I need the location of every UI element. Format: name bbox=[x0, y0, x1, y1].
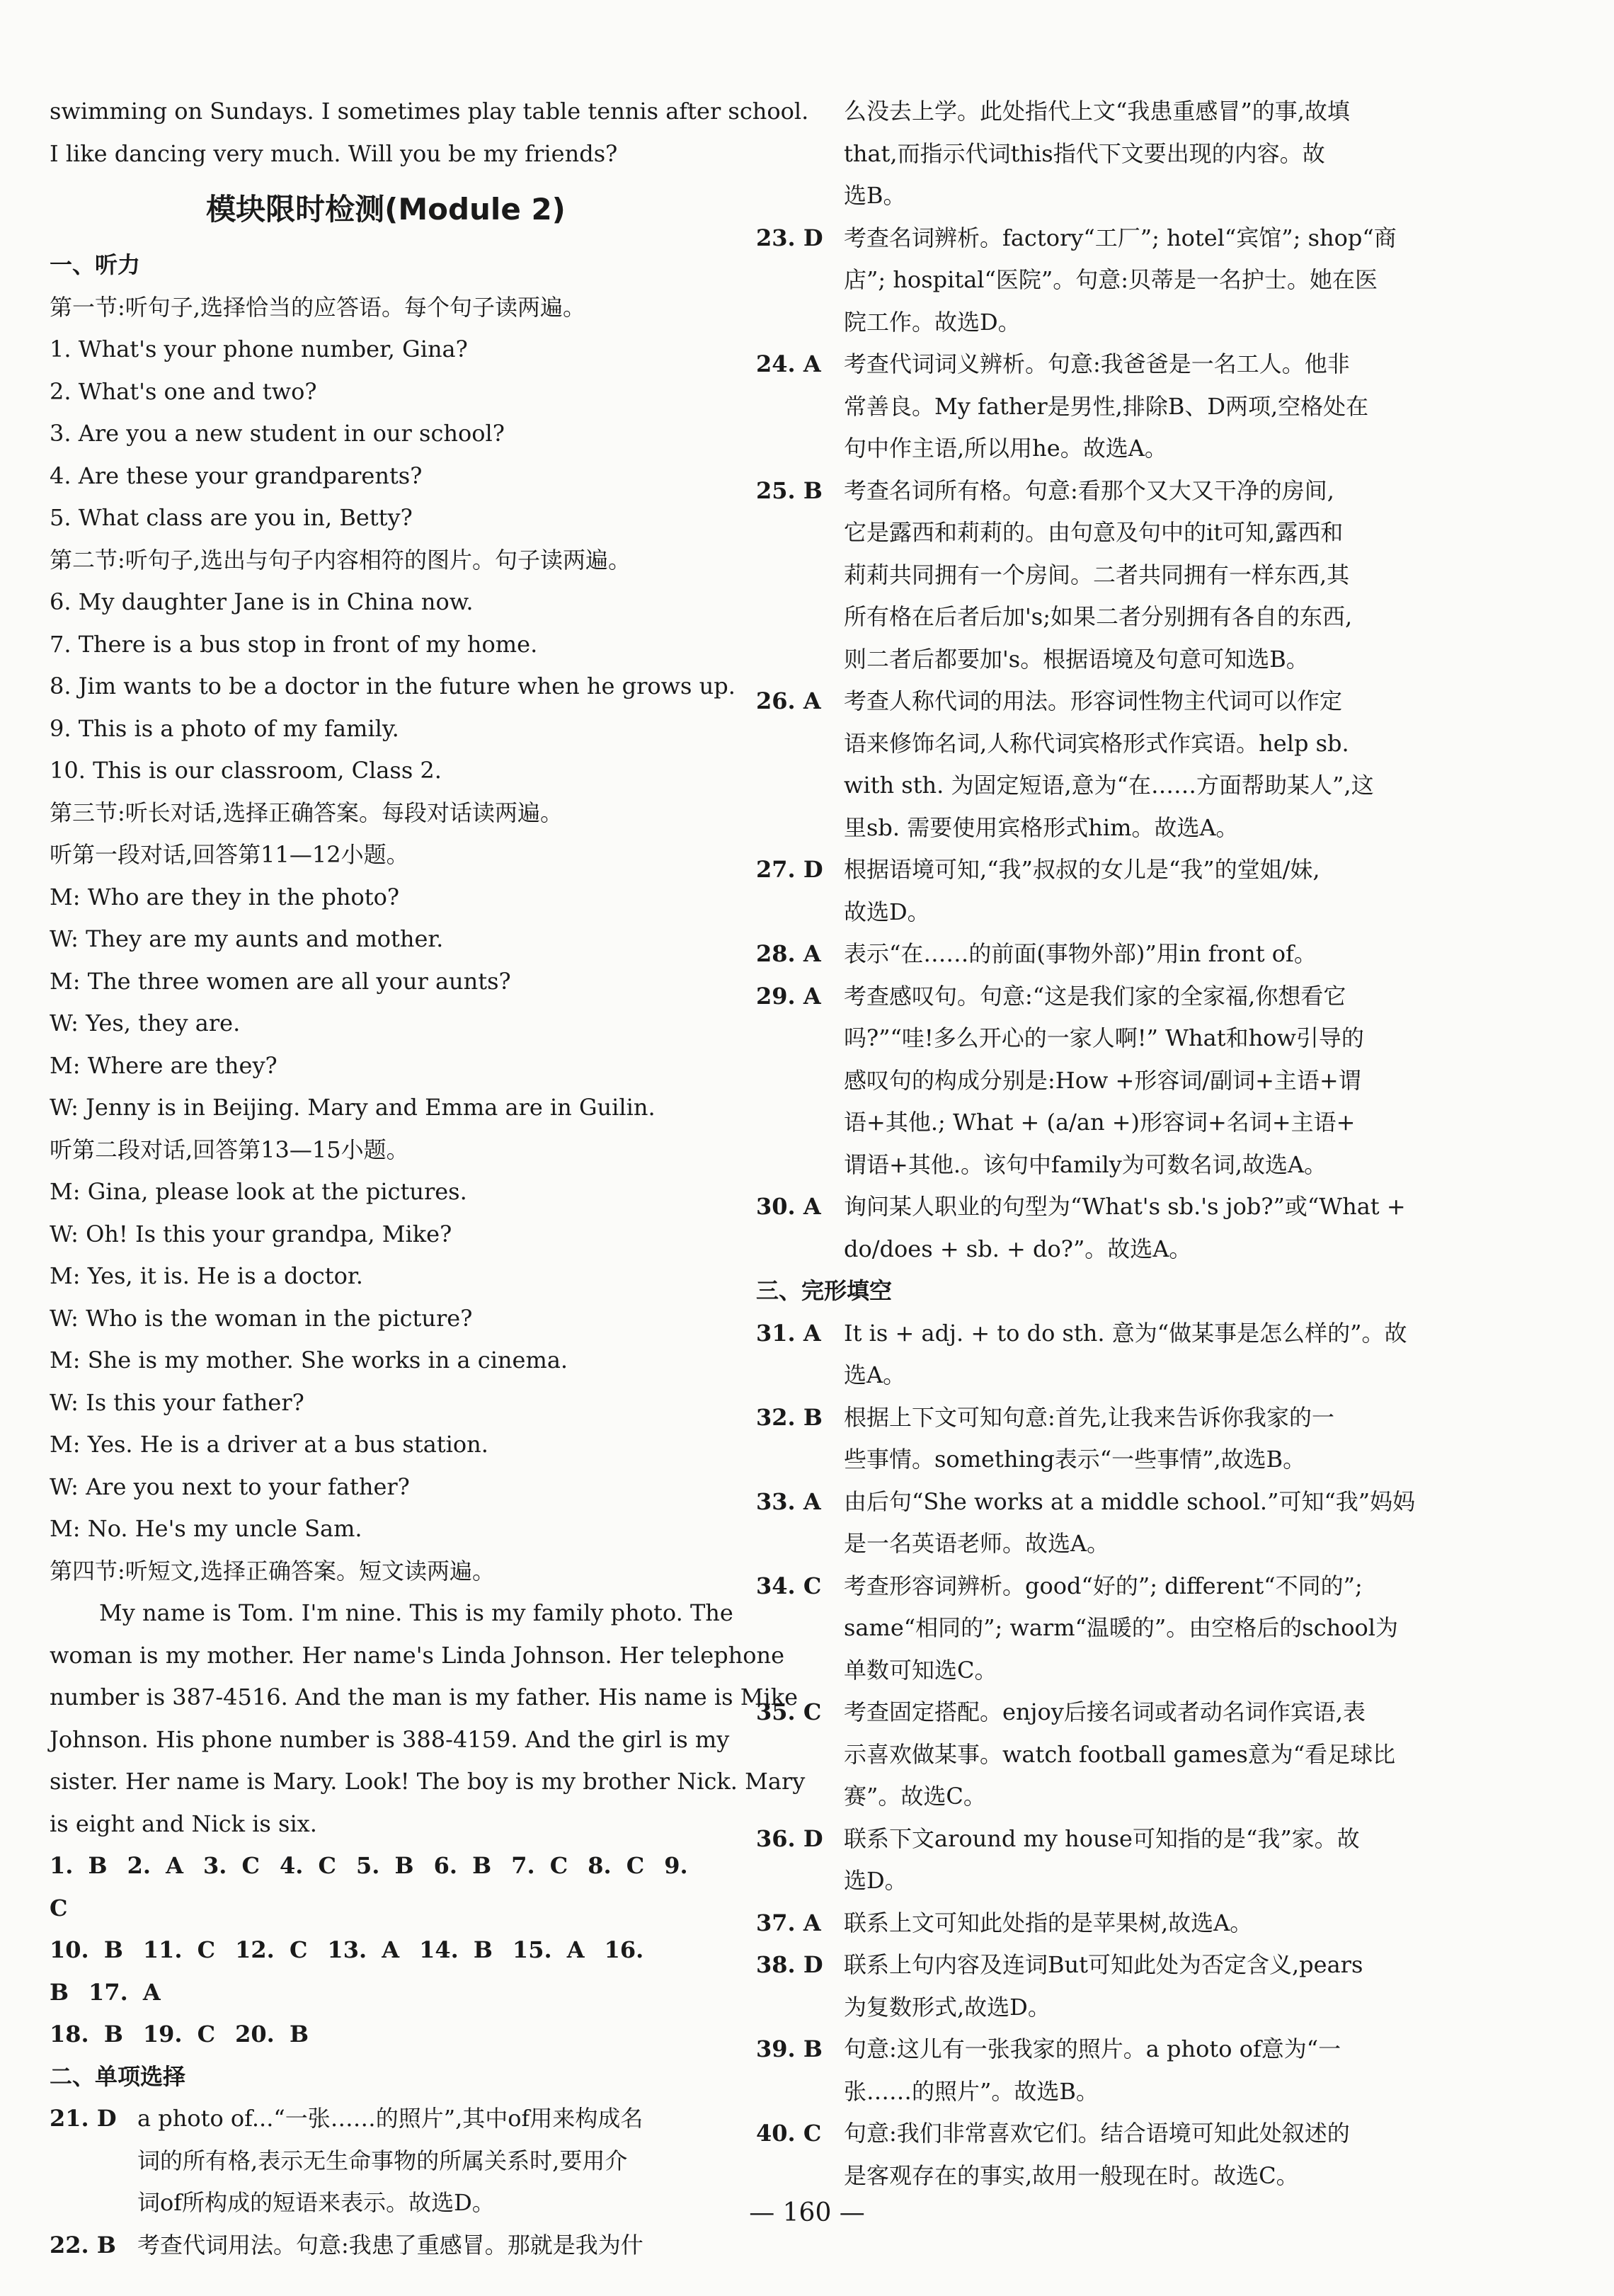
script-line: 5. What class are you in, Betty? bbox=[50, 504, 413, 531]
explanation-item bbox=[756, 1397, 1430, 1481]
item-line: 则二者后都要加's。根据语境及句意可知选B。 bbox=[844, 645, 1309, 673]
listening-script bbox=[50, 287, 736, 1593]
script-line: 2. What's one and two? bbox=[50, 377, 317, 405]
item-line: 是客观存在的事实,故用一般现在时。故选C。 bbox=[844, 2161, 1299, 2189]
script-line: W: They are my aunts and mother. bbox=[50, 925, 444, 952]
item-line: 它是露西和莉莉的。由句意及句中的it可知,露西和 bbox=[844, 519, 1344, 546]
passage-line: number is 387-4516. And the man is my father. His name is Mike bbox=[50, 1684, 799, 1710]
item-number: 28. A bbox=[756, 940, 821, 967]
item-line: 考查名词辨析。factory“工厂”; hotel“宾馆”; shop“商 bbox=[844, 224, 1397, 251]
item-line: 吗?”“哇!多么开心的一家人啊!” What和how引导的 bbox=[844, 1024, 1364, 1051]
item-number: 25. B bbox=[756, 476, 823, 504]
explanation-list bbox=[756, 217, 1430, 1271]
script-line: 9. This is a photo of my family. bbox=[50, 714, 399, 742]
answer-key: 12. C bbox=[235, 1936, 308, 1963]
explanation-item bbox=[756, 217, 1430, 344]
item-number: 34. C bbox=[756, 1572, 822, 1599]
script-line: M: She is my mother. She works in a cinema. bbox=[50, 1347, 568, 1373]
script-line: 10. This is our classroom, Class 2. bbox=[50, 757, 442, 784]
script-line: 第四节:听短文,选择正确答案。短文读两遍。 bbox=[50, 1557, 495, 1584]
page-title: 模块限时检测(Module 2) bbox=[206, 192, 566, 227]
item-line: 词的所有格,表示无生命事物的所属关系时,要用介 bbox=[137, 2147, 628, 2174]
explanation-list bbox=[756, 1313, 1430, 2198]
answer-key: 8. C bbox=[588, 1852, 645, 1879]
answer-key: 11. C bbox=[142, 1936, 216, 1963]
answer-row bbox=[50, 1845, 722, 1929]
script-line: M: The three women are all your aunts? bbox=[50, 967, 511, 995]
item-line: 根据语境可知,“我”叔叔的女儿是“我”的堂姐/妹, bbox=[844, 856, 1320, 883]
script-line: W: Is this your father? bbox=[50, 1388, 304, 1416]
script-line: M: Yes. He is a driver at a bus station. bbox=[50, 1431, 488, 1458]
answer-key: 14. B bbox=[419, 1936, 493, 1963]
item-line: 由后句“She works at a middle school.”可知“我”妈妈 bbox=[844, 1487, 1416, 1515]
item-line: 根据上下文可知句意:首先,让我来告诉你我家的一 bbox=[844, 1403, 1334, 1431]
answer-key: 16. B bbox=[50, 1936, 644, 2006]
section-heading-listening: 一、听力 bbox=[50, 251, 141, 278]
item-text bbox=[844, 1818, 1430, 1902]
item-text bbox=[844, 2113, 1430, 2197]
script-line: 第二节:听句子,选出与句子内容相符的图片。句子读两遍。 bbox=[50, 546, 631, 573]
item-line: 句中作主语,所以用he。故选A。 bbox=[844, 435, 1167, 462]
item-line: 考查代词用法。句意:我患了重感冒。那就是我为什 bbox=[137, 2231, 643, 2258]
item-line: 句意:这儿有一张我家的照片。a photo of意为“一 bbox=[844, 2035, 1341, 2062]
explanation-item bbox=[756, 1902, 1430, 1945]
explanation-item bbox=[756, 1818, 1430, 1902]
answer-key: 3. C bbox=[202, 1852, 260, 1879]
item-number: 31. A bbox=[756, 1319, 821, 1347]
item-line: 些事情。something表示“一些事情”,故选B。 bbox=[844, 1446, 1306, 1473]
explanation-item bbox=[756, 1186, 1430, 1270]
answer-key: 10. B bbox=[50, 1936, 123, 1963]
item-line: 里sb. 需要使用宾格形式him。故选A。 bbox=[844, 813, 1239, 841]
explanation-item bbox=[756, 1944, 1430, 2028]
explanation-item bbox=[756, 1481, 1430, 1565]
item-line: 词of所构成的短语来表示。故选D。 bbox=[137, 2189, 495, 2216]
intro-line: I like dancing very much. Will you be my friends? bbox=[50, 139, 618, 167]
item-line: 是一名英语老师。故选A。 bbox=[844, 1530, 1110, 1557]
item-line: 感叹句的构成分别是:How +形容词/副词+主语+谓 bbox=[844, 1066, 1361, 1094]
passage-line: sister. Her name is Mary. Look! The boy is my brother Nick. Mary bbox=[50, 1768, 806, 1795]
item-number: 38. D bbox=[756, 1951, 823, 1978]
item-number: 40. C bbox=[756, 2120, 822, 2147]
script-line: W: Are you next to your father? bbox=[50, 1473, 410, 1500]
item-continuation: that,而指示代词this指代下文要出现的内容。故 bbox=[844, 139, 1325, 167]
explanation-item bbox=[756, 1313, 1430, 1397]
item-line: 联系上句内容及连词But可知此处为否定含义,pears bbox=[844, 1951, 1363, 1978]
explanation-item bbox=[756, 470, 1430, 681]
item-line: 选A。 bbox=[844, 1361, 906, 1388]
item-number: 30. A bbox=[756, 1193, 821, 1220]
explanation-item bbox=[756, 1691, 1430, 1818]
item-line: 考查人称代词的用法。形容词性物主代词可以作定 bbox=[844, 687, 1343, 714]
item-number: 39. B bbox=[756, 2035, 823, 2062]
explanation-item bbox=[756, 2028, 1430, 2113]
section-heading-single-choice: 二、单项选择 bbox=[50, 2062, 186, 2090]
answer-key: 20. B bbox=[235, 2021, 309, 2047]
item-text bbox=[844, 680, 1430, 849]
item-number: 27. D bbox=[756, 856, 823, 883]
item-text bbox=[844, 470, 1430, 681]
page-number: — 160 — bbox=[749, 2198, 865, 2227]
script-line: 8. Jim wants to be a doctor in the future when he grows up. bbox=[50, 673, 736, 699]
item-number: 24. A bbox=[756, 350, 821, 377]
item-number: 36. D bbox=[756, 1824, 823, 1852]
item-text bbox=[844, 1481, 1430, 1565]
script-line: M: Yes, it is. He is a doctor. bbox=[50, 1262, 363, 1289]
item-line: 考查形容词辨析。good“好的”; different“不同的”; bbox=[844, 1572, 1363, 1599]
item-line: a photo of...“一张……的照片”,其中of用来构成名 bbox=[137, 2105, 643, 2132]
item-number: 35. C bbox=[756, 1698, 822, 1725]
item-line: 表示“在……的前面(事物外部)”用in front of。 bbox=[844, 940, 1317, 967]
script-line: 听第一段对话,回答第11—12小题。 bbox=[50, 841, 409, 868]
script-line: 1. What's your phone number, Gina? bbox=[50, 336, 468, 362]
item-number: 32. B bbox=[756, 1403, 823, 1431]
item-text bbox=[844, 343, 1430, 470]
item-number: 26. A bbox=[756, 687, 821, 714]
item-line: 所有格在后者后加's;如果二者分别拥有各自的东西, bbox=[844, 603, 1353, 630]
right-column bbox=[756, 91, 1430, 2197]
item-line: 店”; hospital“医院”。句意:贝蒂是一名护士。她在医 bbox=[844, 266, 1378, 293]
script-line: M: Where are they? bbox=[50, 1051, 277, 1079]
item-line: 语来修饰名词,人称代词宾格形式作宾语。help sb. bbox=[844, 729, 1349, 757]
item-number: 22. B bbox=[50, 2231, 116, 2258]
section-heading-cloze: 三、完形填空 bbox=[756, 1277, 893, 1304]
item-line: 联系下文around my house可知指的是“我”家。故 bbox=[844, 1824, 1360, 1852]
item-continuation: 么没去上学。此处指代上文“我患重感冒”的事,故填 bbox=[844, 98, 1350, 125]
item-line: 句意:我们非常喜欢它们。结合语境可知此处叙述的 bbox=[844, 2120, 1350, 2147]
script-line: 听第二段对话,回答第13—15小题。 bbox=[50, 1136, 409, 1163]
item-text bbox=[844, 1397, 1430, 1481]
item-text bbox=[844, 933, 1430, 976]
script-line: M: Who are they in the photo? bbox=[50, 883, 400, 910]
script-line: W: Yes, they are. bbox=[50, 1010, 241, 1036]
item-line: 选D。 bbox=[844, 1867, 908, 1894]
item-line: 考查固定搭配。enjoy后接名词或者动名词作宾语,表 bbox=[844, 1698, 1366, 1725]
script-line: 第一节:听句子,选择恰当的应答语。每个句子读两遍。 bbox=[50, 293, 585, 321]
explanation-item bbox=[50, 2224, 722, 2267]
item-line: 为复数形式,故选D。 bbox=[844, 1993, 1051, 2021]
item-line: 谓语+其他.。该句中family为可数名词,故选A。 bbox=[844, 1150, 1327, 1178]
passage-line: Johnson. His phone number is 388-4159. And the girl is my bbox=[50, 1725, 730, 1753]
script-line: 4. Are these your grandparents? bbox=[50, 462, 423, 489]
answer-key: 1. B bbox=[50, 1852, 108, 1879]
explanation-item bbox=[756, 1565, 1430, 1692]
item-text bbox=[844, 1186, 1430, 1270]
script-line: 第三节:听长对话,选择正确答案。每段对话读两遍。 bbox=[50, 799, 563, 826]
item-line: It is + adj. + to do sth. 意为“做某事是怎么样的”。故 bbox=[844, 1319, 1407, 1347]
explanation-item bbox=[756, 680, 1430, 849]
answer-key: 18. B bbox=[50, 2021, 123, 2047]
item-text bbox=[844, 976, 1430, 1187]
script-line: 7. There is a bus stop in front of my home. bbox=[50, 630, 538, 658]
intro-line: swimming on Sundays. I sometimes play table tennis after school. bbox=[50, 98, 809, 125]
script-line: M: Gina, please look at the pictures. bbox=[50, 1178, 467, 1205]
script-line: W: Who is the woman in the picture? bbox=[50, 1304, 473, 1332]
item-line: 询问某人职业的句型为“What's sb.'s job?”或“What + bbox=[844, 1193, 1406, 1220]
script-line: 6. My daughter Jane is in China now. bbox=[50, 588, 474, 615]
item-line: 赛”。故选C。 bbox=[844, 1783, 986, 1810]
item-text bbox=[844, 849, 1430, 933]
script-line: M: No. He's my uncle Sam. bbox=[50, 1515, 362, 1542]
item-text bbox=[844, 1944, 1430, 2028]
item-text bbox=[844, 1691, 1430, 1818]
item-text bbox=[844, 1565, 1430, 1692]
answer-key: 9. C bbox=[50, 1852, 688, 1921]
answer-key: 2. A bbox=[127, 1852, 183, 1879]
item-line: 示喜欢做某事。watch football games意为“看足球比 bbox=[844, 1740, 1396, 1768]
explanation-item bbox=[756, 343, 1430, 470]
item-line: 单数可知选C。 bbox=[844, 1656, 997, 1684]
answer-key: 15. A bbox=[512, 1936, 585, 1963]
answer-row bbox=[50, 1929, 722, 2014]
answer-key: 17. A bbox=[88, 1978, 161, 2006]
item-line: 语+其他.; What + (a/an +)形容词+名词+主语+ bbox=[844, 1109, 1356, 1136]
answer-key: 5. B bbox=[356, 1852, 414, 1879]
answer-key: 19. C bbox=[142, 2021, 216, 2047]
item-line: same“相同的”; warm“温暖的”。由空格后的school为 bbox=[844, 1614, 1399, 1641]
answer-key: 4. C bbox=[279, 1852, 336, 1879]
script-line: W: Oh! Is this your grandpa, Mike? bbox=[50, 1220, 452, 1247]
item-number: 21. D bbox=[50, 2105, 117, 2132]
answer-key: 13. A bbox=[327, 1936, 400, 1963]
item-text bbox=[844, 1313, 1430, 1397]
script-line: 3. Are you a new student in our school? bbox=[50, 420, 505, 447]
item-line: 张……的照片”。故选B。 bbox=[844, 2077, 1099, 2105]
passage-line: woman is my mother. Her name's Linda Johnson. Her telephone bbox=[50, 1641, 785, 1669]
passage-line: is eight and Nick is six. bbox=[50, 1810, 317, 1837]
answer-row bbox=[50, 2014, 722, 2056]
item-line: 莉莉共同拥有一个房间。二者共同拥有一样东西,其 bbox=[844, 561, 1350, 588]
item-line: 院工作。故选D。 bbox=[844, 308, 1021, 336]
explanation-item bbox=[756, 849, 1430, 933]
explanation-item bbox=[756, 2113, 1430, 2197]
item-line: 故选D。 bbox=[844, 898, 930, 925]
script-line: W: Jenny is in Beijing. Mary and Emma are in Guilin. bbox=[50, 1094, 656, 1121]
item-line: 联系上文可知此处指的是苹果树,故选A。 bbox=[844, 1909, 1253, 1936]
item-text bbox=[844, 1902, 1430, 1945]
item-text bbox=[844, 217, 1430, 344]
item-line: 考查名词所有格。句意:看那个又大又干净的房间, bbox=[844, 476, 1334, 504]
item-number: 23. D bbox=[756, 224, 823, 251]
item-number: 37. A bbox=[756, 1909, 821, 1936]
passage-line: My name is Tom. I'm nine. This is my family photo. The bbox=[99, 1599, 733, 1626]
item-number: 29. A bbox=[756, 982, 821, 1010]
answer-key: 6. B bbox=[433, 1852, 492, 1879]
item-line: 考查感叹句。句意:“这是我们家的全家福,你想看它 bbox=[844, 982, 1346, 1010]
item-line: 考查代词词义辨析。句意:我爸爸是一名工人。他非 bbox=[844, 350, 1350, 377]
answer-key: 7. C bbox=[511, 1852, 568, 1879]
explanation-item bbox=[756, 933, 1430, 976]
item-continuation: 选B。 bbox=[844, 182, 906, 209]
item-line: 常善良。My father是男性,排除B、D两项,空格处在 bbox=[844, 392, 1369, 420]
item-text bbox=[844, 2028, 1430, 2113]
item-line: with sth. 为固定短语,意为“在……方面帮助某人”,这 bbox=[844, 772, 1374, 799]
item-line: do/does + sb. + do?”。故选A。 bbox=[844, 1235, 1192, 1262]
explanation-item bbox=[756, 976, 1430, 1187]
item-number: 33. A bbox=[756, 1487, 821, 1515]
